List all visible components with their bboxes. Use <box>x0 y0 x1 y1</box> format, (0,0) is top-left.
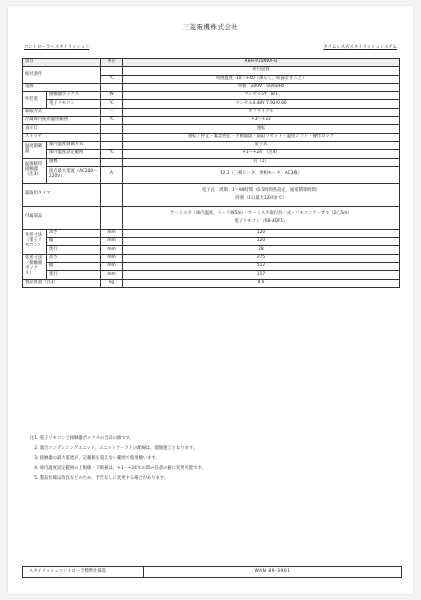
table-row <box>23 246 400 254</box>
table-row <box>23 125 400 133</box>
timer-line-2: 時刻（1日最大12回まで） <box>235 195 287 201</box>
row-label: 接触器ボックス <box>47 92 101 100</box>
row-value: 単相 200V 50/60Hz <box>123 83 400 91</box>
table-row <box>23 100 400 108</box>
table-row <box>23 254 400 262</box>
row-unit: mm <box>101 238 123 246</box>
note-line: 3. 接触器の最大電流が、記載値を超えない範囲で使用願います。 <box>30 455 160 461</box>
row-label: スイッチ <box>23 133 101 141</box>
header-model: RBH-P35NRA-Q <box>123 59 400 67</box>
row-label: 庫内温度設定範囲 <box>47 150 101 158</box>
row-label: 製品質量（注1） <box>23 279 101 287</box>
table-row <box>23 150 400 158</box>
table-row <box>23 83 400 91</box>
row-value: 512 <box>123 263 400 271</box>
table-row <box>23 67 400 75</box>
row-value: 117 <box>123 271 400 279</box>
row-unit: mm <box>101 263 123 271</box>
row-unit: ー <box>101 108 123 116</box>
table-row <box>23 183 400 206</box>
row-label: 接点最大電流（AC200～220V） <box>47 166 101 183</box>
row-value: 28 <box>123 246 400 254</box>
row-value <box>123 183 400 206</box>
note-line: 2. 適合コンデンシングユニット、ユニットクーラとの配線は、現地施工となります。 <box>30 445 198 451</box>
note-line: 注1. 電子リモコンと接触器ボックスの合計の値です。 <box>30 436 134 441</box>
row-unit: mm <box>101 229 123 237</box>
row-label: 冷蔵庫内使用温度範囲 <box>23 117 101 125</box>
row-label: 霜取方式 <box>23 108 101 116</box>
accessory-line-2: 電子リモコン（RB-4DF1） <box>234 218 288 224</box>
note-line: 5. 製品仕様は改良などのため、予告なしに変更する場合があります。 <box>30 475 169 481</box>
row-label: 高さ <box>47 229 101 237</box>
row-label: 個数 <box>47 158 101 166</box>
row-label: 高さ <box>47 254 101 262</box>
row-label: 表示灯 <box>23 125 101 133</box>
row-value: 8.0 <box>123 279 400 287</box>
row-value: 120 <box>123 238 400 246</box>
table-row <box>23 206 400 229</box>
header-left-label: コントローラ＜スタイリッシュ＞ <box>24 45 90 50</box>
table-row <box>23 92 400 100</box>
row-value: マンセル5Y 8/1 <box>123 92 400 100</box>
row-value: +1～+24 （注4） <box>123 150 400 158</box>
row-label: 幅 <box>47 263 101 271</box>
table-row <box>23 166 400 183</box>
row-unit: mm <box>101 254 123 262</box>
row-value: マンセル4.48Y 7.92/0.66 <box>123 100 400 108</box>
row-unit: mm <box>101 246 123 254</box>
header-unit: 単位 <box>101 59 123 67</box>
row-label: 電子リモコン <box>47 100 101 108</box>
row-value: 電子式 <box>123 141 400 149</box>
row-unit: A <box>101 166 123 183</box>
row-label: 奥行 <box>47 246 101 254</box>
notes-section <box>30 434 400 484</box>
row-value: 120 <box>123 229 400 237</box>
table-row <box>23 229 400 237</box>
header-item: 項目 <box>23 59 101 67</box>
row-label: 庫内温度制御方式 <box>47 141 101 149</box>
group-label: 外装電 <box>23 92 47 109</box>
row-unit: kg <box>101 279 123 287</box>
row-value: 275 <box>123 254 400 262</box>
row-label: 付属部品 <box>23 206 101 229</box>
row-value: オフサイクル <box>123 108 400 116</box>
row-value: +3～+22 <box>123 117 400 125</box>
table-header-row <box>23 59 400 67</box>
company-name: 三菱電機株式会社 <box>182 23 239 31</box>
row-value: 12.2（三相ヒータ、単相モータ AC3級） <box>123 166 400 183</box>
row-value: 運転 <box>123 125 400 133</box>
row-label: 電源 <box>23 83 101 91</box>
row-unit: W <box>101 92 123 100</box>
row-value: 屋内設置 <box>123 67 400 75</box>
row-unit: ℃ <box>101 100 123 108</box>
group-label: 外形寸法（接触器ボックス） <box>23 254 47 279</box>
timer-line-1: 電子式 周期 1～99時間（0.5時間各設定、通電積算時間） <box>201 188 321 194</box>
table-row <box>23 279 400 287</box>
row-label: 据付条件 <box>23 67 101 84</box>
row-label: 霜取用タイマ <box>23 183 101 206</box>
row-unit: mm <box>101 271 123 279</box>
footer-title: スタイリッシュコントローラ標準仕様書 <box>23 567 144 577</box>
row-unit: ℃ <box>101 75 123 83</box>
row-unit: ℃ <box>101 150 123 158</box>
row-value: 運転／停止・緊急停止・手動霜取・霜取リセット・温度シフト・操作ロック <box>123 133 400 141</box>
header-right-label: タイムレス式スタイリッシュシステム <box>323 45 397 50</box>
row-label: 幅 <box>47 238 101 246</box>
footer-box <box>22 566 402 578</box>
row-unit: ℃ <box>101 117 123 125</box>
row-value: 周囲温度 -10～+40（凍らし、結露なきこと） <box>123 75 400 83</box>
table-row <box>23 158 400 166</box>
group-label: 温風暖用接触器（注3） <box>23 158 47 183</box>
spec-table <box>22 58 400 288</box>
note-line: 4. 庫内温度設定範囲の上限値・下限値は、+1～+24℃の間の任意の値に変更可能です。 <box>30 465 206 471</box>
table-row <box>23 263 400 271</box>
row-value: 有（1） <box>123 158 400 166</box>
group-label: 温度制御器 <box>23 141 47 158</box>
table-row <box>23 238 400 246</box>
row-label: 奥行 <box>47 271 101 279</box>
table-row <box>23 271 400 279</box>
table-row <box>23 117 400 125</box>
table-row <box>23 133 400 141</box>
group-label: 外形寸法（電子リモコン） <box>23 229 47 254</box>
table-row <box>23 141 400 149</box>
row-value <box>123 206 400 229</box>
accessory-line-1: サーミスタ（庫内温度、リード線5m）・サーミスタ取付具一式・リモコンケーブル（2心5m） <box>170 210 352 216</box>
table-row <box>23 108 400 116</box>
footer-doc-number: WAN 89-3901 <box>254 569 291 574</box>
